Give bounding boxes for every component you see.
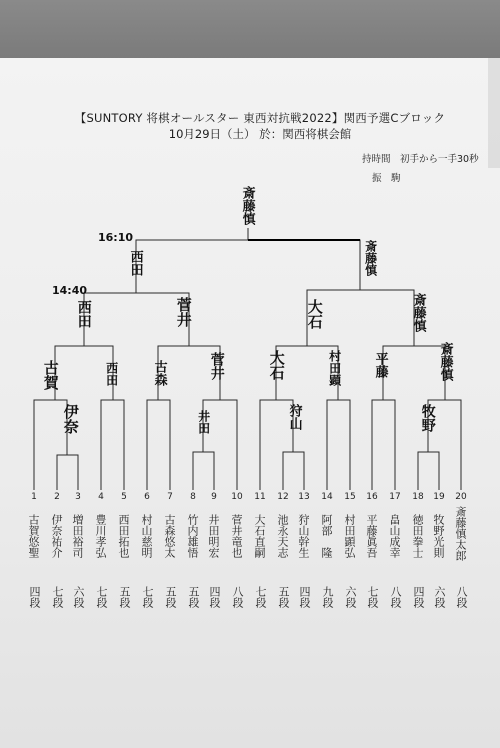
page-title: 【SUNTORY 将棋オールスター 東西対抗戦2022】関西予選Cブロック bbox=[74, 111, 446, 125]
winner-r1-18-19: 牧野 bbox=[419, 404, 436, 432]
time-semi-left: 14:40 bbox=[52, 284, 88, 297]
player-number: 2 bbox=[54, 492, 60, 502]
player-name: 伊奈祐介 bbox=[50, 514, 63, 558]
winner-r3-b: 菅井 bbox=[174, 297, 193, 327]
player-number: 4 bbox=[98, 492, 104, 502]
player-rank: 九段 bbox=[321, 586, 334, 608]
player-name: 西田拓也 bbox=[117, 514, 130, 558]
player-name: 大石直嗣 bbox=[253, 514, 266, 558]
player-number: 12 bbox=[277, 492, 289, 502]
bracket-line-r1-8-9 bbox=[193, 452, 214, 490]
player-name: 竹内雄悟 bbox=[186, 514, 199, 558]
player-rank: 八段 bbox=[455, 586, 468, 608]
player-rank: 七段 bbox=[95, 586, 108, 608]
player-number: 16 bbox=[366, 492, 378, 502]
bracket-line-r2-16-17 bbox=[372, 400, 395, 490]
player-name: 平藤眞吾 bbox=[365, 514, 378, 558]
player-number: 5 bbox=[121, 492, 127, 502]
player-number: 10 bbox=[231, 492, 243, 502]
player-rank: 七段 bbox=[254, 586, 267, 608]
player-number: 13 bbox=[298, 492, 310, 502]
player-name: 村山慈明 bbox=[140, 514, 153, 558]
player-name: 増田裕司 bbox=[71, 514, 84, 558]
player-name: 古森悠太 bbox=[163, 514, 176, 558]
bracket-line-semi-left bbox=[84, 293, 193, 346]
player-number: 17 bbox=[389, 492, 401, 502]
player-rank: 四段 bbox=[208, 586, 221, 608]
player-rank: 四段 bbox=[28, 586, 41, 608]
player-name: 池永天志 bbox=[276, 514, 289, 558]
winner-r2-10: 菅井 bbox=[208, 352, 225, 380]
player-name: 牧野光則 bbox=[432, 514, 445, 558]
player-number: 20 bbox=[455, 492, 467, 502]
player-name: 畠山成幸 bbox=[388, 514, 401, 558]
player-rank: 五段 bbox=[164, 586, 177, 608]
player-number: 15 bbox=[344, 492, 356, 502]
winner-semi-right: 斎藤慎 bbox=[363, 240, 378, 276]
player-number: 14 bbox=[321, 492, 333, 502]
bracket-line-r2-14-15 bbox=[327, 400, 350, 490]
bracket-line-final bbox=[136, 240, 360, 293]
page-subtitle: 10月29日（土） 於：関西将棋会館 bbox=[168, 127, 352, 141]
player-name: 村田顕弘 bbox=[343, 514, 356, 558]
player-rank: 五段 bbox=[187, 586, 200, 608]
winner-semi-left: 西田 bbox=[127, 250, 143, 276]
champion: 斎藤慎 bbox=[239, 186, 255, 225]
bracket-line-r1-12-13 bbox=[283, 452, 304, 490]
winner-r3-c: 大石 bbox=[305, 299, 324, 329]
player-number: 6 bbox=[144, 492, 150, 502]
player-rank: 四段 bbox=[298, 586, 311, 608]
time-control-note: 持時間 初手から一手30秒 bbox=[362, 154, 479, 165]
time-final: 16:10 bbox=[98, 231, 134, 244]
winner-r2-16-17: 平藤 bbox=[372, 352, 388, 378]
player-name: 井田明宏 bbox=[207, 514, 220, 558]
player-rank: 六段 bbox=[344, 586, 357, 608]
bracket-line-r1-18-19 bbox=[418, 452, 439, 490]
player-name: 豊川孝弘 bbox=[94, 514, 107, 558]
player-name: 古賀悠聖 bbox=[27, 514, 40, 558]
winner-r3-a: 西田 bbox=[75, 300, 92, 328]
player-number: 8 bbox=[190, 492, 196, 502]
player-rank: 六段 bbox=[433, 586, 446, 608]
winner-r2-11: 大石 bbox=[267, 350, 286, 380]
winner-r1-8-9: 井田 bbox=[196, 410, 211, 434]
player-rank: 六段 bbox=[72, 586, 85, 608]
bracket-line-r2-6-7 bbox=[147, 400, 170, 490]
winner-r2-6-7: 古森 bbox=[151, 360, 167, 386]
player-number: 11 bbox=[254, 492, 266, 502]
winner-r3-d: 斎藤慎 bbox=[410, 293, 426, 332]
player-rank: 七段 bbox=[51, 586, 64, 608]
player-number: 7 bbox=[167, 492, 173, 502]
winner-r2-1: 古賀 bbox=[41, 360, 60, 390]
player-name: 狩山幹生 bbox=[297, 514, 310, 558]
bracket-line-r2-4-5 bbox=[101, 400, 124, 490]
player-rank: 五段 bbox=[118, 586, 131, 608]
player-number: 3 bbox=[75, 492, 81, 502]
player-rank: 五段 bbox=[277, 586, 290, 608]
bracket-line-r1-2-3 bbox=[57, 455, 78, 490]
player-rank: 八段 bbox=[389, 586, 402, 608]
winner-r2-20: 斎藤慎 bbox=[437, 342, 453, 381]
player-number: 9 bbox=[211, 492, 217, 502]
player-rank: 八段 bbox=[231, 586, 244, 608]
player-name: 菅井竜也 bbox=[230, 514, 243, 558]
player-name: 徳田拳士 bbox=[411, 514, 424, 558]
winner-r2-4-5: 西田 bbox=[104, 362, 119, 386]
player-rank: 七段 bbox=[366, 586, 379, 608]
player-number: 19 bbox=[433, 492, 445, 502]
player-rank: 四段 bbox=[412, 586, 425, 608]
player-number: 1 bbox=[31, 492, 37, 502]
player-name: 斎藤慎太郎 bbox=[454, 506, 467, 561]
winner-r1-2-3: 伊奈 bbox=[61, 404, 80, 434]
winner-r2-14-15: 村田顕 bbox=[327, 350, 342, 386]
player-number: 18 bbox=[412, 492, 424, 502]
player-name: 阿部 隆 bbox=[320, 514, 333, 558]
bracket-line-r3-d bbox=[383, 346, 445, 400]
player-rank: 七段 bbox=[141, 586, 154, 608]
furigoma-note: 振 駒 bbox=[372, 173, 401, 184]
winner-r1-12-13: 狩山 bbox=[286, 404, 302, 430]
